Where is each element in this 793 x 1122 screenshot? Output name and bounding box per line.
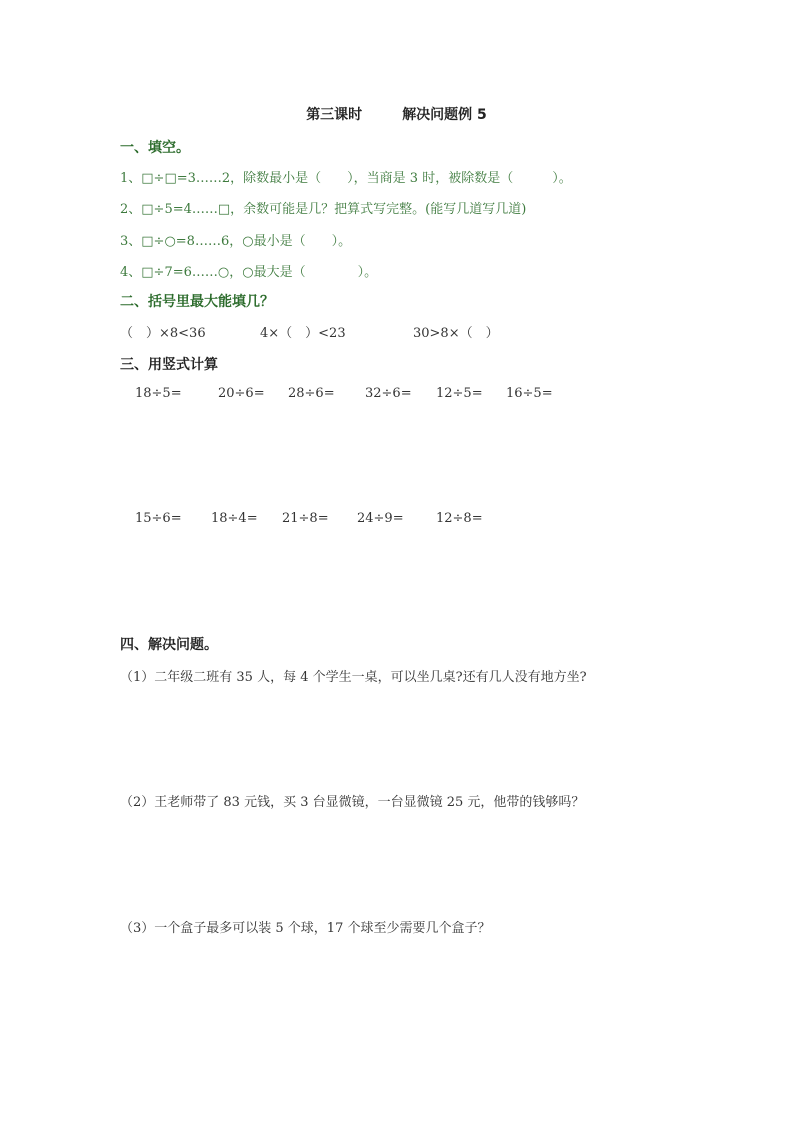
title-topic: 解决问题例 5 [402, 107, 487, 123]
calc-r2-5: 12÷8= [436, 511, 483, 526]
problem-3: （3）一个盒子最多可以装 5 个球，17 个球至少需要几个盒子？ [120, 921, 491, 936]
section3-heading: 三、用竖式计算 [120, 357, 218, 373]
calc-r2-4: 24÷9= [357, 511, 404, 526]
bracket-item-1: （ ）×8<36 [120, 326, 206, 341]
section4-heading: 四、解决问题。 [120, 637, 218, 653]
calc-r2-2: 18÷4= [211, 511, 258, 526]
calc-r1-6: 16÷5= [506, 386, 553, 401]
calc-r1-2: 20÷6= [218, 386, 265, 401]
bracket-item-2: 4×（ ）<23 [260, 326, 346, 341]
fill-item-2: 2、□÷5=4……□，余数可能是几？把算式写完整。(能写几道写几道) [120, 202, 527, 217]
problem-2: （2）王老师带了 83 元钱，买 3 台显微镜，一台显微镜 25 元，他带的钱够吗？ [120, 795, 585, 810]
page-title [0, 104, 793, 124]
calc-r1-1: 18÷5= [135, 386, 182, 401]
fill-item-4: 4、□÷7=6……○，○最大是（ ）。 [120, 265, 378, 280]
calc-r1-5: 12÷5= [436, 386, 483, 401]
fill-item-3: 3、□÷○=8……6，○最小是（ ）。 [120, 234, 352, 249]
calc-r1-3: 28÷6= [288, 386, 335, 401]
calc-r2-1: 15÷6= [135, 511, 182, 526]
calc-r2-3: 21÷8= [282, 511, 329, 526]
problem-1: （1）二年级二班有 35 人，每 4 个学生一桌，可以坐几桌?还有几人没有地方坐? [120, 670, 587, 685]
fill-item-1: 1、□÷□=3……2，除数最小是（ ），当商是 3 时，被除数是（ ）。 [120, 171, 572, 186]
section1-heading: 一、填空。 [120, 140, 190, 156]
section2-heading: 二、括号里最大能填几？ [120, 294, 274, 310]
title-lesson: 第三课时 [306, 107, 363, 123]
bracket-item-3: 30>8×（ ） [413, 326, 499, 341]
calc-r1-4: 32÷6= [365, 386, 412, 401]
